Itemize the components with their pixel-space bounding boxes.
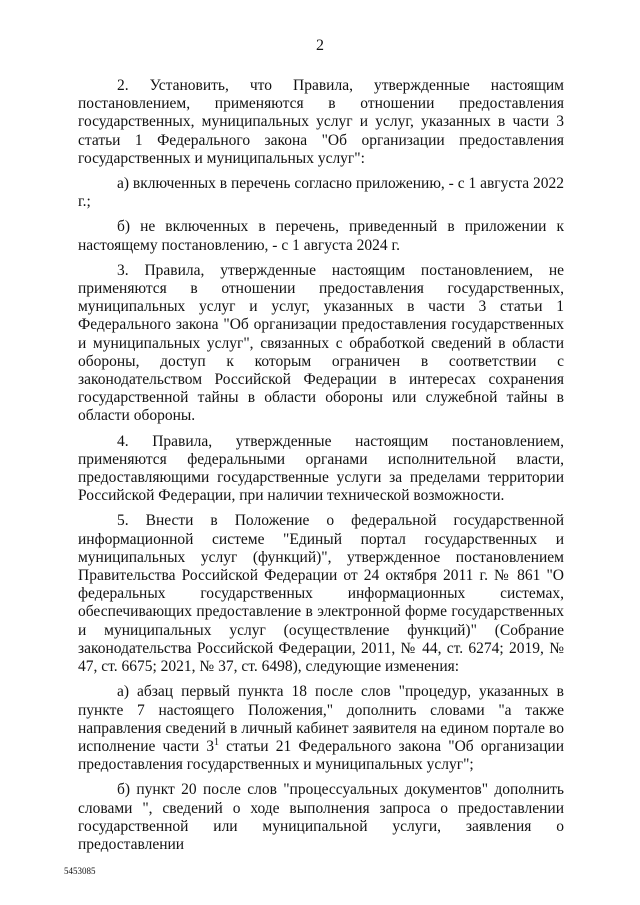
paragraph-3: 3. Правила, утвержденные настоящим постановлением, не применяются в отношении предоставления государственных, муниципальных услуг и услуг, указанных в части 3 статьи 1 Федерального закона "Об организации предоставления государственных и муниципальных услуг", связанных с обработкой сведений в области обороны, доступ к которым ограничен в соответствии с законодательством Российской Федерации в интересах сохранения государственной тайны в области обороны или служебной тайны в области обороны. xyxy=(78,261,564,425)
paragraph-4: 4. Правила, утвержденные настоящим постановлением, применяются федеральными органами исполнительной власти, предоставляющими государственные услуги за пределами территории Российской Федерации, при наличии технической возможности. xyxy=(78,432,564,505)
superscript: 1 xyxy=(214,736,220,748)
paragraph-5a xyxy=(78,683,564,774)
paragraph-5a-text-before: а) абзац первый пункта 18 после слов "процедур, указанных в пункте 7 настоящего Положения," дополнить словами "а также направления сведений в личный кабинет заявителя на едином портале во исполнение части 3 xyxy=(78,683,564,755)
paragraph-2b: б) не включенных в перечень, приведенный в приложении к настоящему постановлению, - с 1 августа 2024 г. xyxy=(78,218,564,254)
paragraph-5: 5. Внести в Положение о федеральной государственной информационной системе "Единый портал государственных и муниципальных услуг (функций)", утвержденное постановлением Правительства Российской Федерации от 24 октября 2011 г. № 861 "О федеральных государственных информационных системах, обеспечивающих предоставление в электронной форме государственных и муниципальных услуг (осуществление функций)" (Собрание законодательства Российской Федерации, 2011, № 44, ст. 6274; 2019, № 47, ст. 6675; 2021, № 37, ст. 6498), следующие изменения: xyxy=(78,512,564,676)
paragraph-2: 2. Установить, что Правила, утвержденные настоящим постановлением, применяются в отношении предоставления государственных, муниципальных услуг и услуг, указанных в части 3 статьи 1 Федерального закона "Об организации предоставления государственных и муниципальных услуг": xyxy=(78,77,564,167)
paragraph-5b: б) пункт 20 после слов "процессуальных документов" дополнить словами ", сведений о ходе выполнения запроса о предоставлении государственной или муниципальной услуги, заявления о предоставлении xyxy=(78,781,564,853)
document-code: 5453085 xyxy=(64,866,96,876)
paragraph-2a: а) включенных в перечень согласно приложению, - с 1 августа 2022 г.; xyxy=(78,175,564,211)
document-body xyxy=(78,77,564,861)
page-number: 2 xyxy=(316,37,324,54)
paragraph-5a-text-after: статьи 21 Федерального закона "Об организации предоставления государственных и муниципальных услуг"; xyxy=(78,737,564,774)
